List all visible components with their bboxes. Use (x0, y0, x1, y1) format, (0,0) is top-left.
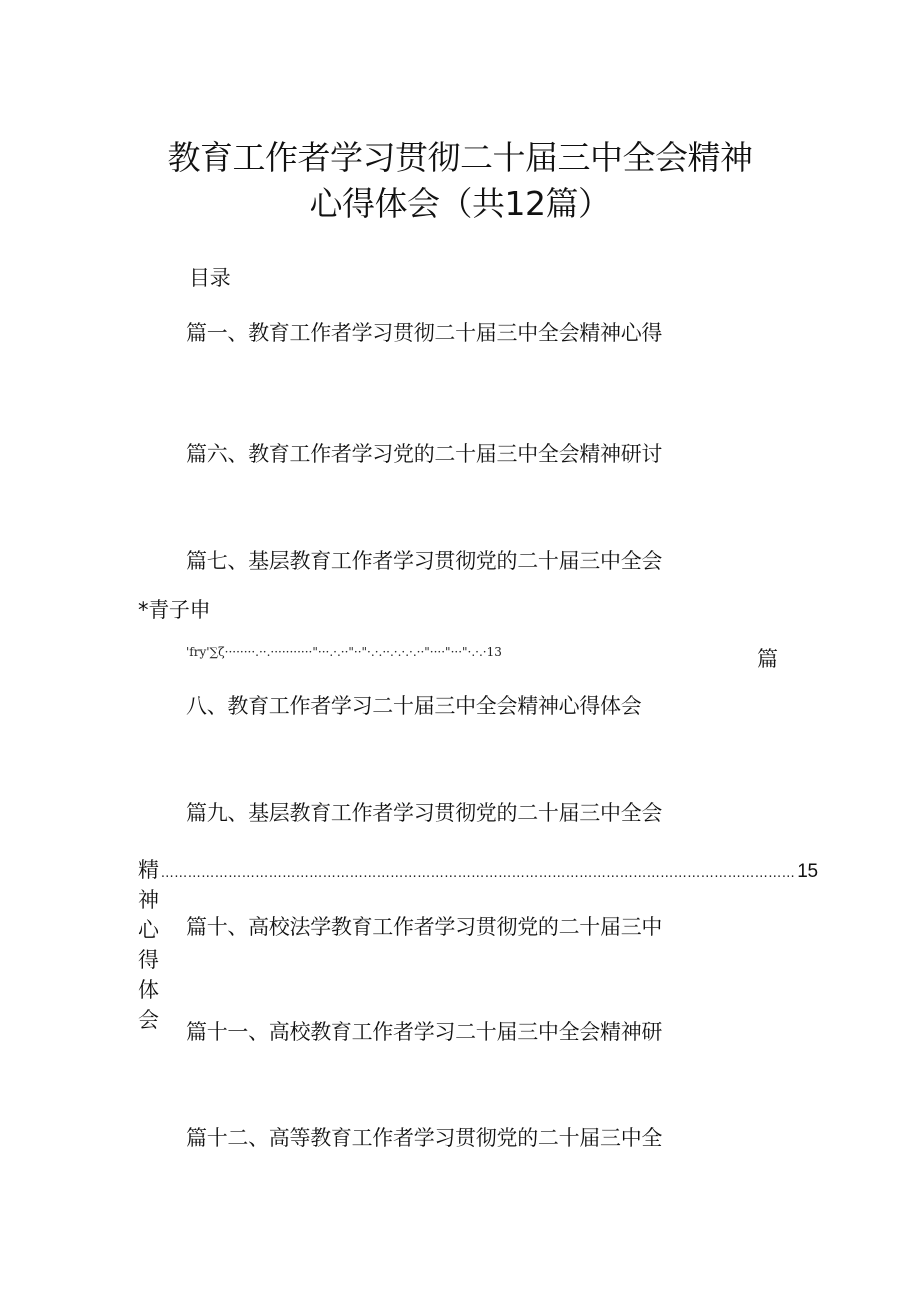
toc-entry[interactable]: 篇十一、高校教育工作者学习二十届三中全会精神研 (186, 1020, 663, 1044)
toc-garbled-leader-line: 'fry'∑ζ········.··.···········"···.·.··"··"·.·.··.·.·.·.··"····"···"·.·.·13 (186, 645, 502, 659)
toc-entry[interactable]: 篇七、基层教育工作者学习贯彻党的二十届三中全会 (186, 549, 663, 573)
toc-entry[interactable]: 篇十二、高等教育工作者学习贯彻党的二十届三中全 (186, 1126, 663, 1150)
toc-entry[interactable]: 篇六、教育工作者学习党的二十届三中全会精神研讨 (186, 442, 663, 466)
toc-entry[interactable]: 篇一、教育工作者学习贯彻二十届三中全会精神心得 (186, 321, 663, 345)
document-title-line-1: 教育工作者学习贯彻二十届三中全会精神 (167, 138, 753, 177)
toc-heading: 目录 (189, 266, 231, 290)
toc-entry-continuation: *青子申 (138, 598, 211, 622)
toc-entry-continuation: 精神心得体会 (138, 858, 159, 1032)
toc-entry[interactable]: 篇九、基层教育工作者学习贯彻党的二十届三中全会 (186, 801, 663, 825)
toc-entry[interactable]: 篇十、高校法学教育工作者学习贯彻党的二十届三中 (186, 915, 663, 939)
document-title-line-2: 心得体会（共12篇） (309, 184, 611, 223)
toc-leader-dots: …………………………………………………………………………………………………………………………… (160, 866, 796, 881)
toc-entry[interactable]: 八、教育工作者学习二十届三中全会精神心得体会 (186, 694, 642, 718)
toc-entry-fragment: 篇 (757, 647, 778, 671)
toc-page-number: 15 (797, 861, 818, 882)
